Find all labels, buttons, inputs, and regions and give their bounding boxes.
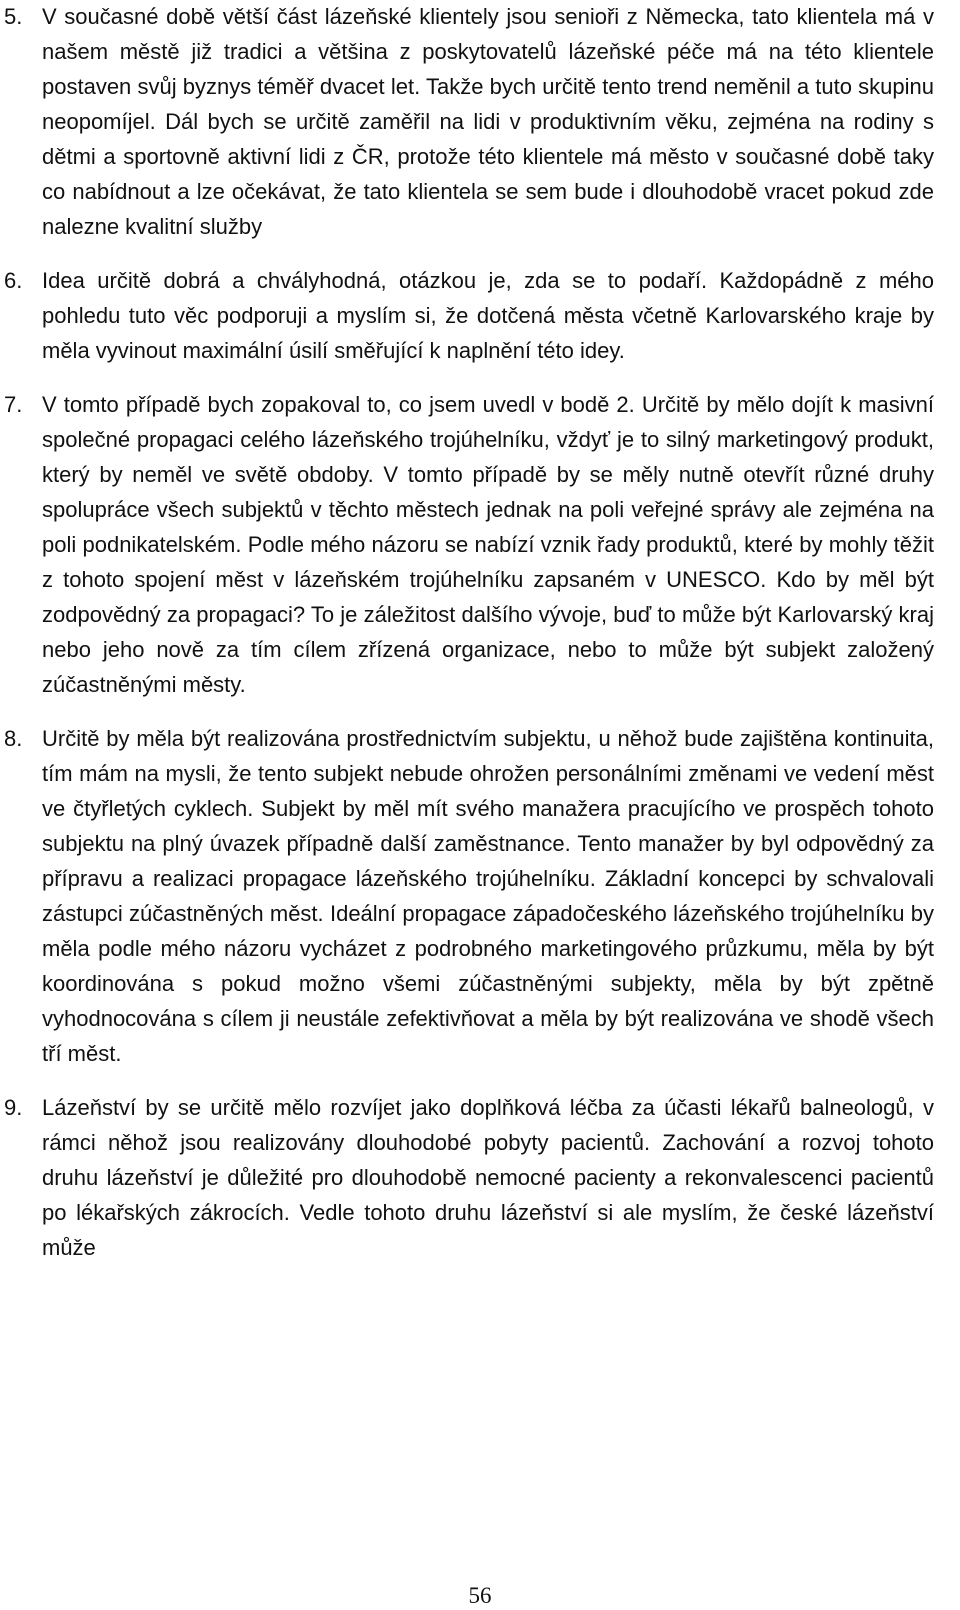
- item-text: Lázeňství by se určitě mělo rozvíjet jako doplňková léčba za účasti lékařů balneologů, v rámci něhož jsou realizovány dlouhodobé pobyty pacientů. Zachování a rozvoj tohoto druhu lázeňství je důležité pro dlouhodobě nemocné pacienty a rekonvalescenci pacientů po lékařských zákrocích. Vedle tohoto druhu lázeňství si ale myslím, že české lázeňství může: [42, 1095, 934, 1260]
- page-number: 56: [468, 1583, 492, 1608]
- item-text: V současné době větší část lázeňské klientely jsou senioři z Německa, tato klientela má v našem městě již tradici a většina z poskytovatelů lázeňské péče má na této klientele postaven svůj byznys téměř dvacet let. Takže bych určitě tento trend neměnil a tuto skupinu neopomíjel. Dál bych se určitě zaměřil na lidi v produktivním věku, zejména na rodiny s dětmi a sportovně aktivní lidi z ČR, protože této klientele má město v současné době taky co nabídnout a lze očekávat, že tato klientela se sem bude i dlouhodobě vracet pokud zde nalezne kvalitní služby: [42, 4, 934, 239]
- item-text: Určitě by měla být realizována prostřednictvím subjektu, u něhož bude zajištěna kontinuita, tím mám na mysli, že tento subjekt nebude ohrožen personálními změnami ve vedení měst ve čtyřletých cyklech. Subjekt by měl mít svého manažera pracujícího ve prospěch tohoto subjektu na plný úvazek případně další zaměstnance. Tento manažer by byl odpovědný za přípravu a realizaci propagace lázeňského trojúhelníku. Základní koncepci by schvalovali zástupci zúčastněných měst. Ideální propagace západočeského lázeňského trojúhelníku by měla podle mého názoru vycházet z podrobného marketingového průzkumu, měla by být koordinována s pokud možno všemi zúčastněnými subjekty, měla by být zpětně vyhodnocována s cílem ji neustále zefektivňovat a měla by být realizována ve shodě všech tří měst.: [42, 726, 934, 1066]
- item-number: 6.: [4, 268, 23, 293]
- item-text: V tomto případě bych zopakoval to, co jsem uvedl v bodě 2. Určitě by mělo dojít k masivní společné propagaci celého lázeňského trojúhelníku, vždyť je to silný marketingový produkt, který by neměl ve světě obdoby. V tomto případě by se měly nutně otevřít různé druhy spolupráce všech subjektů v těchto městech jednak na poli veřejné správy ale zejména na poli podnikatelském. Podle mého názoru se nabízí vznik řady produktů, které by mohly těžit z tohoto spojení měst v lázeňském trojúhelníku zapsaném v UNESCO. Kdo by měl být zodpovědný za propagaci? To je záležitost dalšího vývoje, buď to může být Karlovarský kraj nebo jeho nově za tím cílem zřízená organizace, nebo to může být subjekt založený zúčastněnými městy.: [42, 392, 934, 697]
- item-number: 9.: [4, 1095, 23, 1120]
- list-item: [0, 721, 960, 1071]
- item-text: Idea určitě dobrá a chvályhodná, otázkou je, zda se to podaří. Každopádně z mého pohledu tuto věc podporuji a myslím si, že dotčená města včetně Karlovarského kraje by měla vyvinout maximální úsilí směřující k naplnění této idey.: [42, 268, 934, 363]
- item-number: 5.: [4, 4, 23, 29]
- item-number: 8.: [4, 726, 23, 751]
- list-item: [0, 1090, 960, 1265]
- item-number: 7.: [4, 392, 23, 417]
- list-item: [0, 387, 960, 702]
- list-item: [0, 263, 960, 368]
- list-item: [0, 0, 960, 244]
